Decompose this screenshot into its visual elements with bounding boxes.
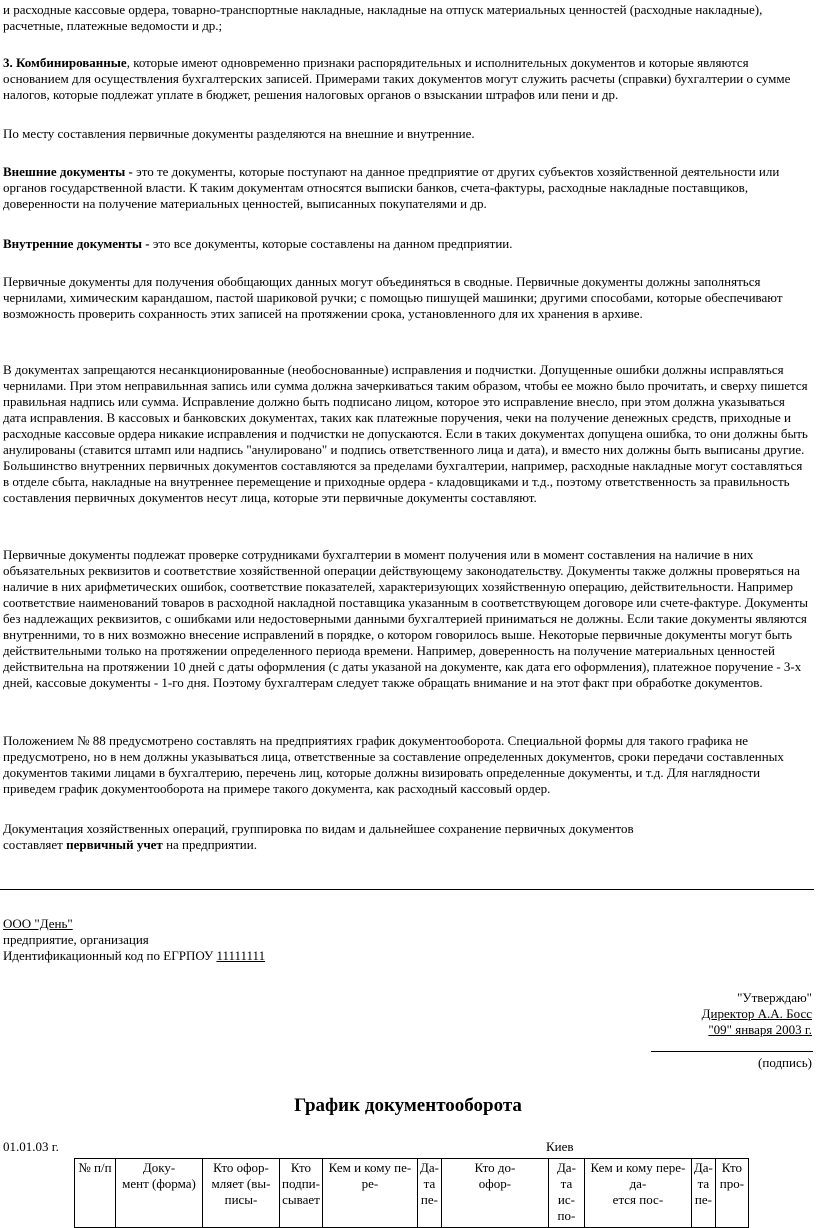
table-header-cell: Кто офор- мляет (вы- писы- (203, 1159, 280, 1228)
table-header-cell: Кем и кому пере- да- ется пос- (584, 1159, 691, 1228)
table-header-row (75, 1159, 749, 1228)
organization-block (3, 916, 811, 964)
approval-date: "09" января 2003 г. (708, 1022, 812, 1037)
paragraph-summary-documents: Первичные документы для получения обобщающих данных могут объединяться в сводные. Первичные документы должны заполняться чернилами, химическим карандашом, пастой шариковой ручки; с помощью пишущей машинки; другими способами, которые обеспечивают возможность проверить сохранность этих записей на протяжении срока, установленного для их хранения в архиве. (3, 274, 783, 321)
organization-name: ООО "День" (3, 916, 73, 931)
paragraph-external-documents: Внешние документы - это те документы, которые поступают на данное предприятие от других субъектов хозяйственной деятельности или органов государственной власти. К таким документам относятся выписки банков, счета-фактуры, расходные накладные поставщиков, доверенности на получение материальных ценностей, выписанных покупателями и др. (3, 164, 780, 211)
schedule-date: 01.01.03 г. (3, 1139, 59, 1154)
organization-type: предприятие, организация (3, 932, 149, 947)
director-name: Директор А.А. Босс (701, 1006, 812, 1021)
schedule-city: Киев (546, 1139, 574, 1154)
table-header-cell: Кто подпи- сывает (280, 1159, 323, 1228)
table-header-cell: № п/п (75, 1159, 116, 1228)
table-header-cell: Да- та пе- (417, 1159, 441, 1228)
paragraph-documents-list: и расходные кассовые ордера, товарно-транспортные накладные, накладные на отпуск материальных ценностей (расходные накладные), расчетные, платежные ведомости и др.; (3, 2, 763, 33)
paragraph-workflow-schedule: Положением № 88 предусмотрено составлять на предприятиях график документооборота. Специальной формы для такого графика не предусмотрено, но в нем должны указываться лица, ответственные за составление определенных документов, сроки передачи составленных документов такими лицами в бухгалтерию, перечень лиц, которые должны визировать определенные документы, и т.д. Для наглядности приведем график документооборота на примере такого документа, как расходный кассовый ордер. (3, 733, 784, 796)
section-divider (0, 889, 814, 890)
schedule-title: График документооборота (294, 1095, 522, 1116)
paragraph-place-of-compilation: По месту составления первичные документы разделяются на внешние и внутренние. (3, 126, 475, 141)
paragraph-verification: Первичные документы подлежат проверке сотрудниками бухгалтерии в момент получения или в момент составления на наличие в них объязательных реквизитов и соответствие хозяйственной операции действующему законодательству. Документы также должны проверяться на наличие в них арифметических ошибок, соответствие показателей, характеризующих хозяйственную операцию, действительности. Например соответствие наименований товаров в расходной накладной поставщика указанным в соответствующем договоре или счете-фактуре. Документы без надлежащих реквизитов, с ошибками или недостоверными данными бухгалтерией приниматься не должны. Если такие документы являются внутренними, то в них возможно внесение исправлений в порядке, о котором говорилось выше. Некоторые первичные документы могут быть действительными только на протяжении определенного периода времени. Например, доверенность на получение материальных ценностей действительна на протяжении 10 дней с даты оформления (с даты указаной на документе, как дата его оформления), платежное поручение - 3-х дней, кассовые документы - 1-го дня. Поэтому бухгалтерам следует также обращать внимание и на этот факт при обработке документов. (3, 547, 808, 690)
edrpou-code: 11111111 (216, 948, 266, 963)
table-header-cell: Доку- мент (форма) (116, 1159, 203, 1228)
term-external: Внешние документы - (3, 164, 133, 179)
table-header-cell: Да- та ис- по- (548, 1159, 584, 1228)
approve-label: "Утверждаю" (737, 990, 812, 1005)
table-header-cell: Кто про- (715, 1159, 748, 1228)
paragraph-internal-documents: Внутренние документы - это все документы, которые составлены на данном предприятии. (3, 236, 513, 251)
code-label: Идентификационный код по ЕГРПОУ (3, 948, 217, 963)
term-internal: Внутренние документы - (3, 236, 150, 251)
schedule-table (74, 1158, 749, 1228)
table-header-cell: Кто до- офор- (441, 1159, 548, 1228)
signature-caption: (подпись) (758, 1055, 812, 1070)
term-combined: 3. Комбинированные (3, 55, 127, 70)
term-primary-accounting: первичный учет (66, 837, 163, 852)
signature-line (651, 1051, 813, 1052)
table-header-cell: Кем и кому пе- ре- (322, 1159, 417, 1228)
table-header-cell: Да- та пе- (691, 1159, 715, 1228)
approval-block (702, 990, 812, 1038)
paragraph-corrections: В документах запрещаются несанкционированные (необоснованные) исправления и подчистки. Допущенные ошибки должны исправляться чернилами. При этом неправильнная запись или сумма должна зачеркиваться таким образом, чтобы ее можно было прочитать, и сверху пишется правильная надпись или сумма. Исправление должно быть подписано лицом, которое это исправление внесло, при этом должна указываться дата исправления. В кассовых и банковских документах, таких как платежные поручения, чеки на получение денежных средств, приходные и расходные кассовые ордера никакие исправления и подчистки не допускаются. Если в таких документах допущена ошибка, то они должны быть анулированы (ставится штамп или надпись "анулировано" и подпись ответственного лица и дата), и вместо них должны быть выписаны другие. Большинство внутренних первичных документов составляются за пределами бухгалтерии, например, расходные накладные могут составляться в отделе сбыта, накладные на внутреннее перемещение и приходные ордера - кладовщиками и т.д., поэтому ответственность за правильность составления первичных документов несут лица, которые эти первичные документы составляют. (3, 362, 808, 505)
paragraph-combined-documents: 3. Комбинированные, которые имеют одновременно признаки распорядительных и исполнительных документов и которые являются основанием для осуществления бухгалтерских записей. Примерами таких документов могут служить расчеты (справки) бухгалтерии о сумме налогов, которые подлежат уплате в бюджет, решения налоговых органов о взыскании штрафов или пени и др. (3, 55, 791, 102)
paragraph-primary-accounting: Документация хозяйственных операций, группировка по видам и дальнейшее сохранение первичных документов составляет первичный учет на предприятии. (3, 821, 634, 852)
